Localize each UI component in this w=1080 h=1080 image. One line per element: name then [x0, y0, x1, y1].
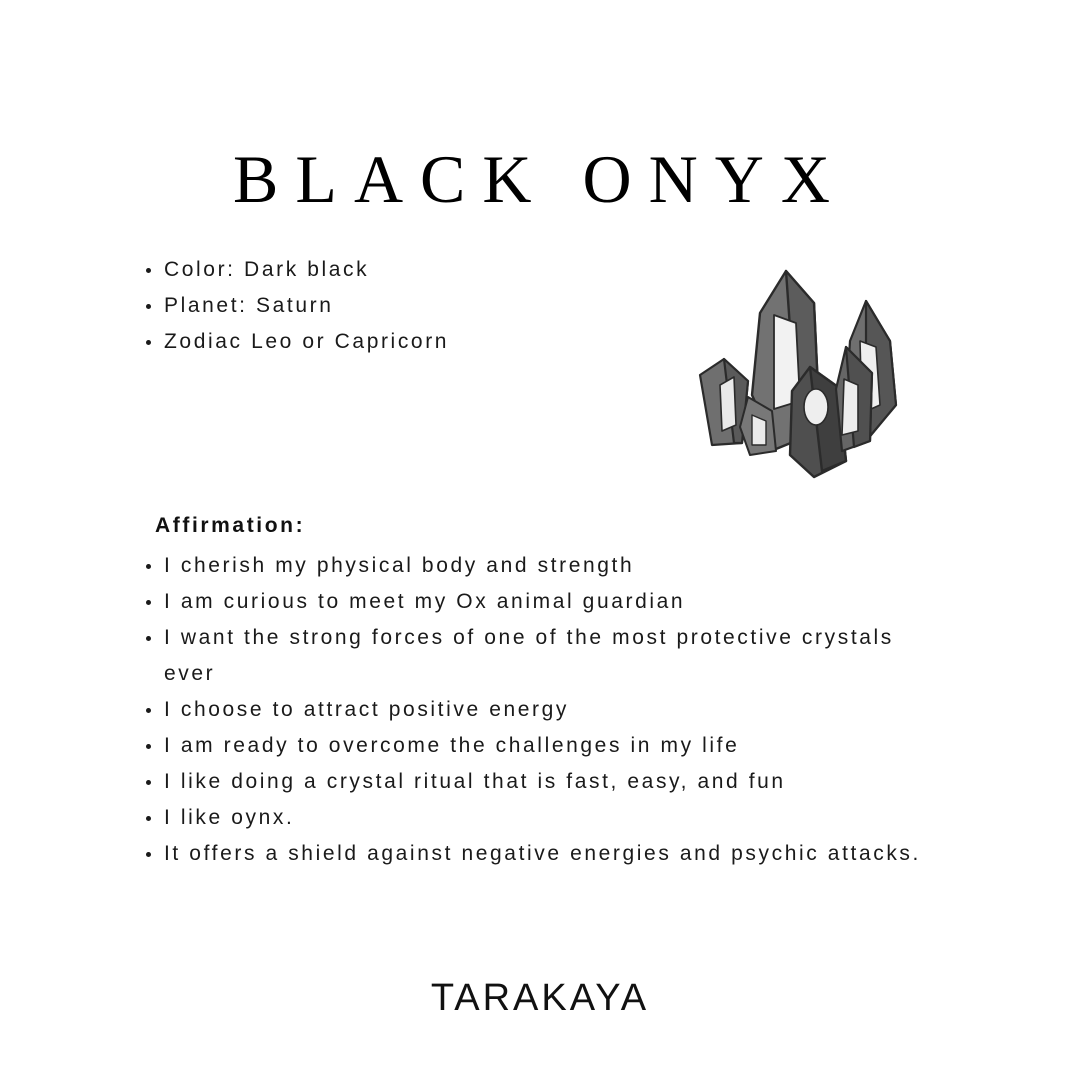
list-item: I am curious to meet my Ox animal guardian	[140, 584, 950, 620]
list-item: I cherish my physical body and strength	[140, 548, 950, 584]
list-item: Planet: Saturn	[140, 288, 740, 324]
list-item: I like oynx.	[140, 800, 950, 836]
crystal-properties-list	[140, 252, 740, 360]
affirmation-list	[140, 548, 950, 872]
page-title: BLACK ONYX	[233, 141, 847, 217]
list-item: I choose to attract positive energy	[140, 692, 950, 728]
list-item: It offers a shield against negative energies and psychic attacks.	[140, 836, 950, 872]
list-item: I want the strong forces of one of the most protective crystals ever	[140, 620, 950, 692]
brand-name: TARAKAYA	[430, 977, 650, 1019]
list-item: I am ready to overcome the challenges in my life	[140, 728, 950, 764]
list-item: Zodiac Leo or Capricorn	[140, 324, 740, 360]
crystal-cluster-icon	[690, 255, 920, 495]
list-item: Color: Dark black	[140, 252, 740, 288]
affirmation-heading: Affirmation:	[155, 514, 306, 537]
list-item: I like doing a crystal ritual that is fast, easy, and fun	[140, 764, 950, 800]
